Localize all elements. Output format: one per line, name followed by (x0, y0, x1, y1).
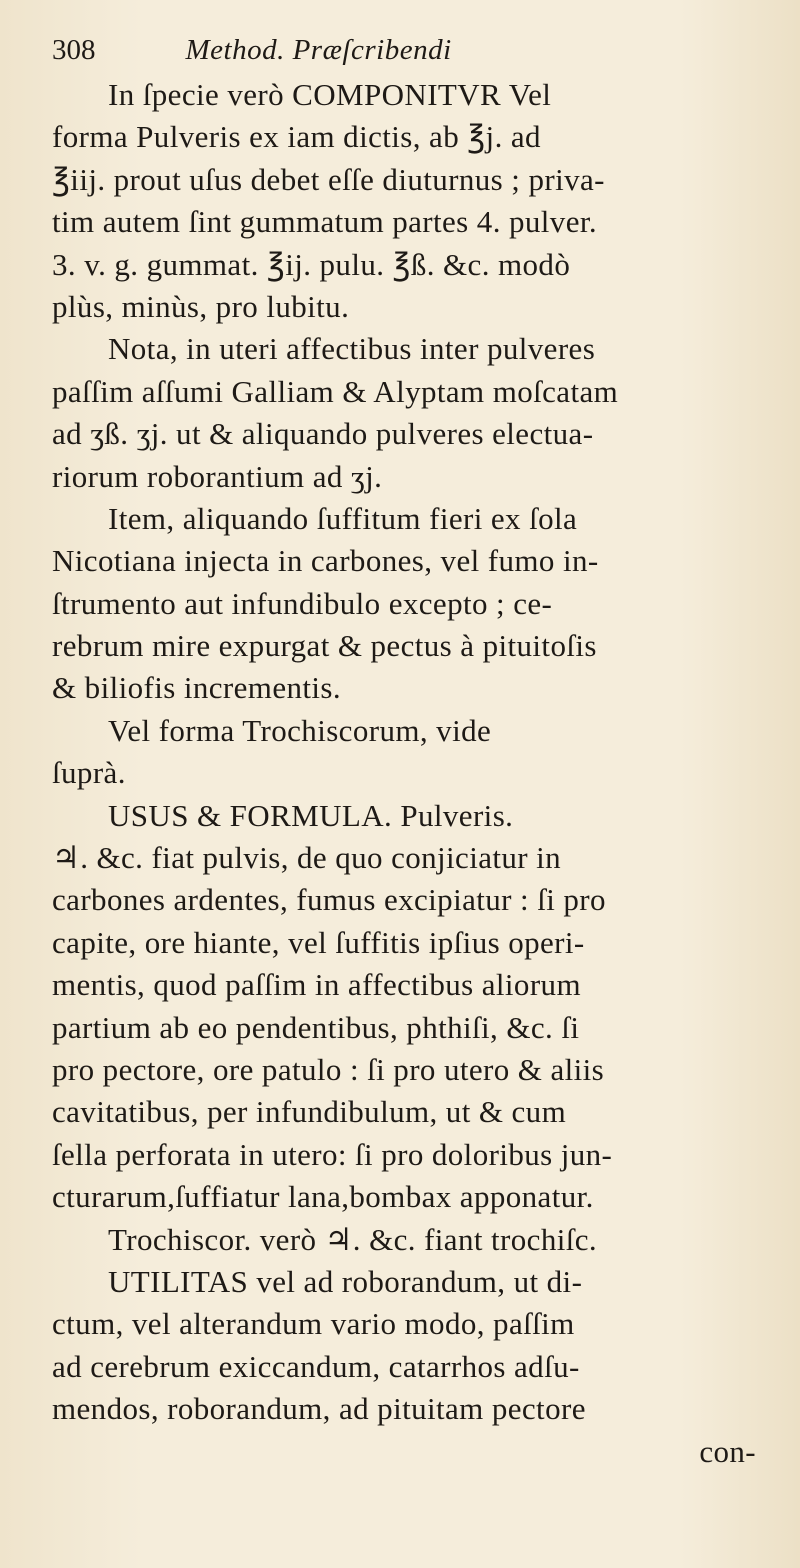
text-line: Nota, in uteri affectibus inter pulveres (108, 331, 596, 367)
text-line: ℥iij. prout uſus debet eſſe diuturnus ; priva- (52, 161, 605, 197)
text-line: paſſim aſſumi Galliam & Alyptam moſcatam (52, 373, 619, 409)
text-line: plùs, minùs, pro lubitu. (52, 288, 350, 324)
text-line: capite, ore hiante, vel ſuffitis ipſius operi- (52, 924, 585, 960)
text-line: & biliofis incrementis. (52, 670, 342, 706)
text-line: carbones ardentes, fumus excipiatur : ſi pro (52, 882, 606, 918)
running-title: Method. Præſcribendi (185, 34, 452, 66)
text-line: ad cerebrum exiccandum, catarrhos adſu- (52, 1348, 580, 1384)
page-number: 308 (52, 34, 96, 66)
text-line: Vel forma Trochiscorum, vide (108, 712, 492, 748)
text-line: pro pectore, ore patulo : ſi pro utero & aliis (52, 1051, 605, 1087)
text-line: ſella perforata in utero: ſi pro doloribus jun- (52, 1136, 613, 1172)
body-text (52, 74, 766, 1473)
text-line: tim autem ſint gummatum partes 4. pulver. (52, 204, 598, 240)
text-line: ♃. &c. fiat pulvis, de quo conjiciatur in (52, 840, 562, 876)
text-line: mendos, roborandum, ad pituitam pectore (52, 1391, 586, 1427)
text-line: cturarum,ſuffiatur lana,bombax apponatur. (52, 1179, 594, 1215)
text-line: USUS & FORMULA. Pulveris. (108, 797, 514, 833)
text-line: 3. v. g. gummat. ℥ij. pulu. ℥ß. &c. modò (52, 246, 571, 282)
text-line: ctum, vel alterandum vario modo, paſſim (52, 1306, 575, 1342)
text-line: cavitatibus, per infundibulum, ut & cum (52, 1094, 567, 1130)
text-line: rebrum mire expurgat & pectus à pituitoſis (52, 628, 597, 664)
text-line: In ſpecie verò COMPONITVR Vel (108, 77, 552, 112)
text-line: Item, aliquando ſuffitum fieri ex ſola (108, 500, 578, 536)
text-line: ſuprà. (52, 755, 126, 791)
text-line: forma Pulveris ex iam dictis, ab ℥j. ad (52, 119, 541, 155)
page-header (52, 34, 766, 74)
catchword: con- (699, 1433, 756, 1469)
text-line: ſtrumento aut infundibulo excepto ; ce- (52, 585, 553, 621)
text-line: Trochiscor. verò ♃. &c. fiant trochiſc. (108, 1221, 598, 1257)
text-line: riorum roborantium ad ʒj. (52, 458, 383, 494)
text-line: partium ab eo pendentibus, phthiſi, &c. ſi (52, 1009, 580, 1045)
text-line: UTILITAS vel ad roborandum, ut di- (108, 1263, 583, 1299)
text-line: Nicotiana injecta in carbones, vel fumo in- (52, 543, 599, 579)
text-line: mentis, quod paſſim in affectibus aliorum (52, 967, 581, 1003)
text-line: ad ʒß. ʒj. ut & aliquando pulveres electua- (52, 416, 594, 452)
